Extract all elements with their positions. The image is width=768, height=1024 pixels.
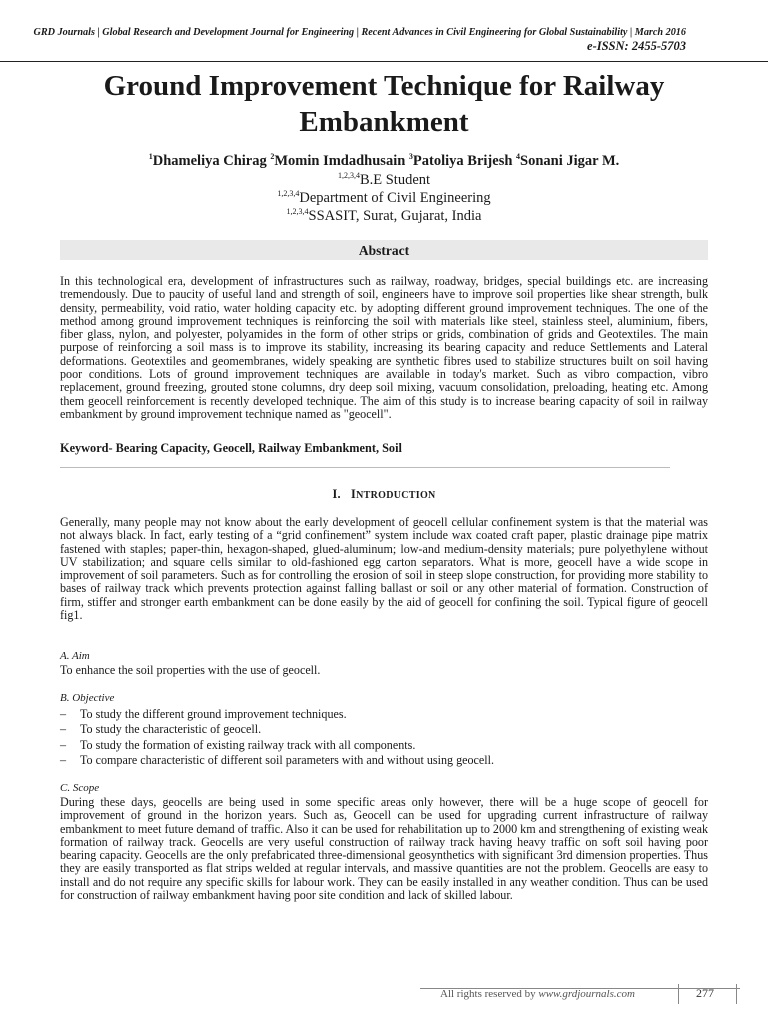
list-bullet: – bbox=[60, 722, 67, 736]
affiliation-sup: 1,2,3,4 bbox=[286, 207, 309, 216]
author-1: Dhameliya Chirag bbox=[152, 153, 271, 169]
author-4: Sonani Jigar M. bbox=[520, 153, 620, 169]
list-item bbox=[60, 707, 347, 722]
footer-rights bbox=[440, 988, 635, 1000]
list-item-text: To study the different ground improvement techniques. bbox=[80, 707, 347, 721]
list-bullet: – bbox=[60, 738, 67, 752]
affiliation-line bbox=[0, 189, 768, 207]
affiliation-text: B.E Student bbox=[359, 172, 431, 188]
section-number: I. bbox=[332, 487, 341, 501]
subsection-heading-aim: A. Aim bbox=[60, 650, 90, 662]
page-number-box-left bbox=[678, 984, 679, 1004]
page-number-box-right bbox=[736, 984, 737, 1004]
aim-text: To enhance the soil properties with the use of geocell. bbox=[60, 663, 321, 677]
introduction-body: Generally, many people may not know about the early development of geocell cellular confinement system is that the material was not always black. In fact, early testing of a “grid confinement” system include wax coated craft paper, plastic drainage pipe matrix fastened with staples; paper-thin, hexagon-shaped, glued-aluminum; low-and medium-density materials; pure polyethylene without UV stabilization; and square cells similar to old-fashioned egg carton separators. What is more, geocell have a wide scope in improvement of soil parameters. Such as for controlling the erosion of soil in steep slope construction, for providing more stability to bases of railway track which prevents protection against falling ballast or soil or any other material of formation. Construction of firm, stiffer and stronger earth embankment can be done easily by the aid of geocell for confining the soil. Typical figure of geocell fig1. bbox=[60, 515, 708, 623]
journal-header: GRD Journals | Global Research and Development Journal for Engineering | Recent Advances in Civil Engineering for Global Sustainability | March 2016 bbox=[33, 27, 686, 38]
list-item bbox=[60, 738, 415, 753]
list-bullet: – bbox=[60, 707, 67, 721]
affiliation-line bbox=[0, 171, 768, 189]
list-item bbox=[60, 722, 261, 737]
subsection-heading-scope: C. Scope bbox=[60, 782, 100, 794]
author-list bbox=[0, 152, 768, 170]
header-divider bbox=[0, 61, 768, 62]
affiliation-text: SSASIT, Surat, Gujarat, India bbox=[308, 208, 482, 224]
author-1-sup: 1 bbox=[148, 152, 153, 161]
affiliation-sup: 1,2,3,4 bbox=[337, 171, 360, 180]
abstract-body: In this technological era, development of infrastructures such as railway, roadway, bridges, special buildings etc. are increasing tremendously. Due to paucity of useful land and strength of soil, engineers have to improve soil properties like shear strength, bulk density, permeability, void ratio, water holding capacity etc. by adopting different ground improvement techniques. The one of the method among ground improvement techniques is reinforcing the soil with materials like steel, stainless steel, aluminium, fibers, fiber glass, nylon, and polyester, polyamides in the form of other strips or grids, combination of grids and Geotextiles. The main purpose of reinforcing a soil mass is to improve its stability, increasing its bearing capacity and reduce Settlements and Lateral deformations. Geotextiles and geomembranes, widely speaking are synthetic fibres used to stabilize structures built on soil having poor conditions. Lots of ground improvement techniques are available in today's market. Such as vibro compaction, vibro replacement, ground freezing, grouted stone columns, dry deep soil mixing, vacuum consolidation, preloading, heating etc. Among them geocell reinforcement is recently developed technique. The aim of this study is to increase bearing capacity of soil in railway embankment by ground improvement technique named as "geocell". bbox=[60, 274, 708, 421]
footer-rights-prefix: All rights reserved by bbox=[440, 988, 539, 1000]
page-number: 277 bbox=[696, 986, 714, 1000]
issn-label: e-ISSN: 2455-5703 bbox=[587, 39, 686, 53]
affiliation-line bbox=[0, 207, 768, 225]
section-heading-initial: I bbox=[351, 487, 357, 501]
paper-title-line2: Embankment bbox=[299, 106, 469, 138]
author-2: Momin Imdadhusain bbox=[274, 153, 409, 169]
list-item bbox=[60, 753, 494, 768]
abstract-divider bbox=[60, 467, 670, 468]
list-item-text: To study the formation of existing railway track with all components. bbox=[80, 738, 416, 752]
subsection-heading-objective: B. Objective bbox=[60, 692, 115, 704]
author-3: Patoliya Brijesh bbox=[412, 153, 517, 169]
paper-title-line1: Ground Improvement Technique for Railway bbox=[103, 70, 665, 102]
list-item-text: To study the characteristic of geocell. bbox=[80, 722, 262, 736]
affiliation-text: Department of Civil Engineering bbox=[299, 190, 491, 206]
footer-site-link[interactable]: www.grdjournals.com bbox=[538, 988, 635, 1000]
list-bullet: – bbox=[60, 753, 67, 767]
section-heading-smallcaps: NTRODUCTION bbox=[356, 490, 436, 501]
author-4-sup: 4 bbox=[516, 152, 521, 161]
author-2-sup: 2 bbox=[270, 152, 275, 161]
keywords: Keyword- Bearing Capacity, Geocell, Railway Embankment, Soil bbox=[60, 441, 402, 455]
scope-body: During these days, geocells are being used in some specific areas only however, there will be a huge scope of geocell for improvement of ground in the horizon years. Such as, Geocell can be used for upgrading current infrastructure of railway embankment to meet future demand of traffic. Also it can be used for rehabilitation up to 2000 km and strengthening of existing weak formation of railway track. Geocells are very useful construction of railway track having heavy traffic on soft soil having poor bearing capacity. Geocells are the only prefabricated three-dimensional geosynthetics with significant 3rd dimension properties. Thus they are easily transported as flat strips welded at regular intervals, and massive quantities are not the problem. Geocells are easy to install and do not require any specific skills for labour work. They can be easily installed in any weather condition. Thus can be used for construction of railway embankment having poor site condition and lack of skilled labour. bbox=[60, 795, 708, 903]
section-heading-introduction bbox=[0, 487, 768, 502]
author-3-sup: 3 bbox=[408, 152, 413, 161]
paper-title bbox=[40, 68, 728, 140]
abstract-heading: Abstract bbox=[358, 243, 410, 258]
affiliation-sup: 1,2,3,4 bbox=[277, 189, 300, 198]
list-item-text: To compare characteristic of different soil parameters with and without using geocell. bbox=[80, 753, 495, 767]
